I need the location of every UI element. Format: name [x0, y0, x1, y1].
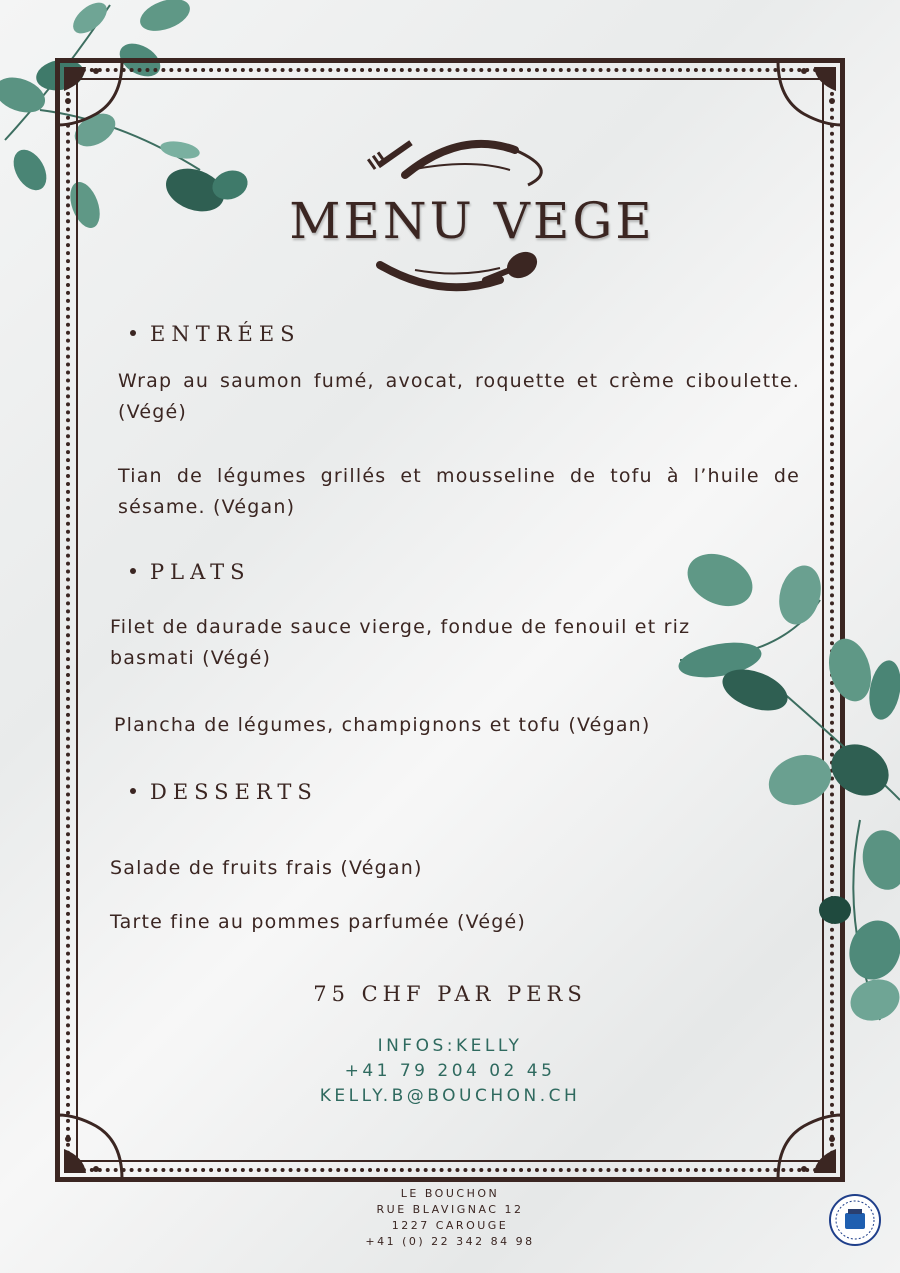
corner-ornament-icon	[774, 59, 844, 129]
section-heading-desserts: DESSERTS	[130, 780, 318, 804]
corner-ornament-icon	[56, 1111, 126, 1181]
menu-item: Wrap au saumon fumé, avocat, roquette et crème ciboulette. (Végé)	[118, 370, 800, 423]
menu-item: Tian de légumes grillés et mousseline de tofu à l’huile de sésame. (Végan)	[118, 465, 800, 518]
bullet-icon	[130, 788, 136, 794]
corner-ornament-icon	[774, 1111, 844, 1181]
footer-city: 1227 CAROUGE	[391, 1219, 509, 1232]
footer-restaurant-name: LE BOUCHON	[400, 1187, 500, 1200]
menu-item: Tarte fine au pommes parfumée (Végé)	[110, 911, 527, 933]
bullet-icon	[130, 330, 136, 336]
menu-item: Plancha de légumes, champignons et tofu (Végan)	[114, 714, 651, 736]
bullet-icon	[130, 568, 136, 574]
menu-item: Filet de daurade sauce vierge, fondue de fenouil et riz basmati (Végé)	[110, 616, 691, 669]
section-heading-entrees: ENTRÉES	[130, 322, 301, 346]
footer-street: RUE BLAVIGNAC 12	[376, 1203, 524, 1216]
section-heading-plats: PLATS	[130, 560, 251, 584]
fork-icon	[367, 134, 413, 172]
price: 75 CHF PAR PERS	[313, 982, 587, 1006]
contact-name: INFOS:KELLY	[377, 1036, 523, 1056]
menu-title: MENU VEGE	[289, 192, 655, 250]
restaurant-badge-icon	[828, 1193, 882, 1247]
eucalyptus-leaves-right	[660, 540, 900, 1040]
corner-ornament-icon	[56, 59, 126, 129]
footer-phone[interactable]: +41 (0) 22 342 84 98	[365, 1235, 535, 1248]
spoon-icon	[485, 247, 542, 284]
menu-item: Salade de fruits frais (Végan)	[110, 857, 423, 879]
contact-phone[interactable]: +41 79 204 02 45	[344, 1061, 556, 1081]
contact-email[interactable]: KELLY.B@BOUCHON.CH	[319, 1086, 581, 1106]
